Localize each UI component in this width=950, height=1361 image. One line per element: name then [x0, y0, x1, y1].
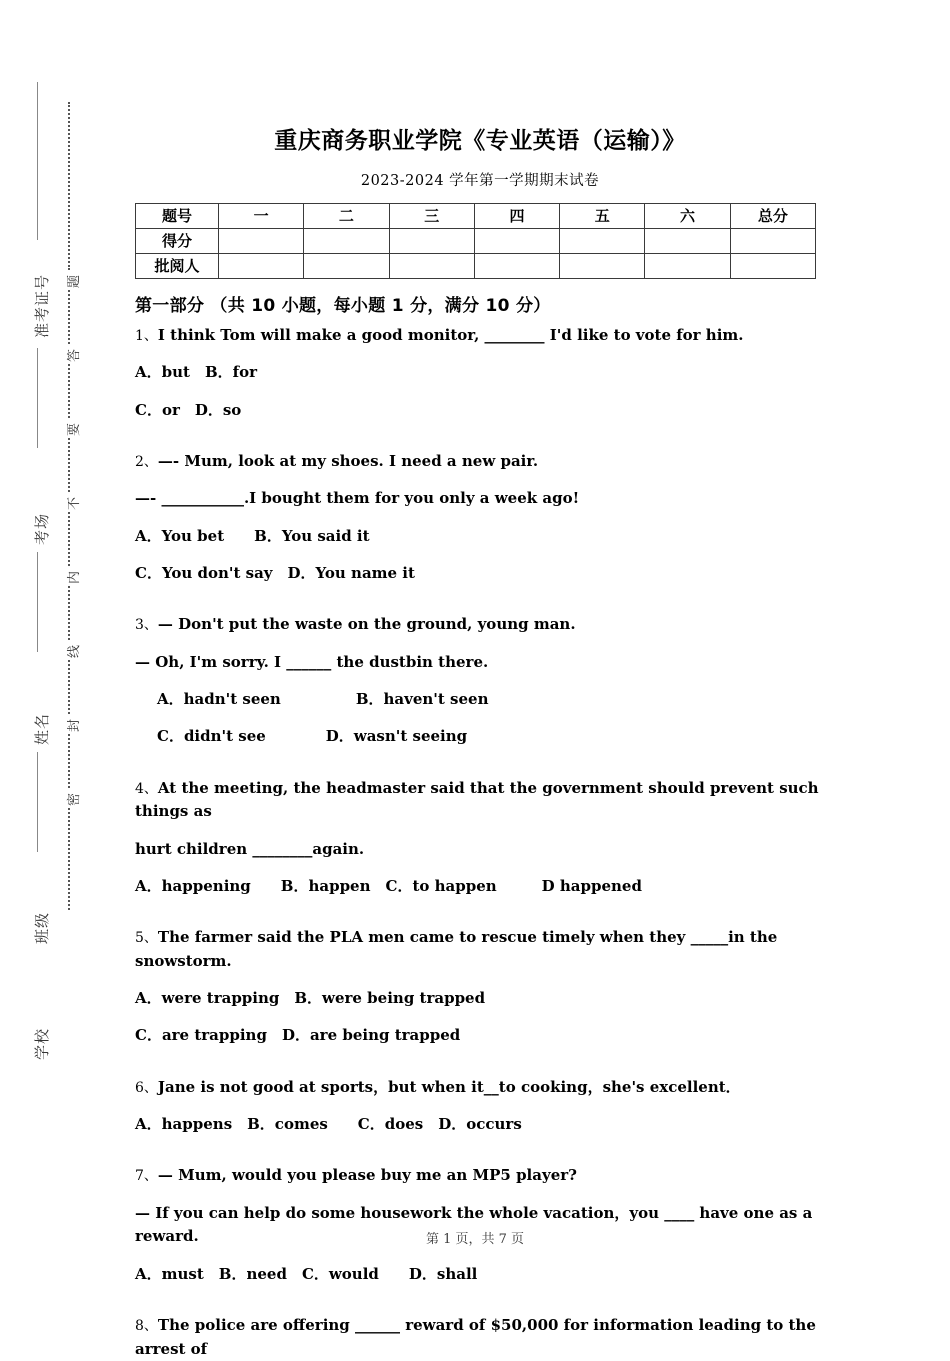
seal-dotted-rule-5 — [68, 512, 70, 566]
question-options-line[interactable]: C．didn't see D．wasn't seeing — [157, 727, 468, 746]
seal-dotted-rule-7 — [68, 660, 70, 714]
seal-dotted-rule-3 — [68, 364, 70, 418]
seal-solid-rule-4 — [37, 752, 38, 852]
seal-dotted-rule-1 — [68, 102, 70, 270]
question-options-line[interactable]: A．must B．need C．would D．shall — [135, 1264, 478, 1283]
grader-entry-cell[interactable] — [730, 253, 815, 278]
score-entry-cell[interactable] — [645, 228, 730, 253]
table-row — [136, 253, 816, 278]
question-item — [135, 613, 825, 748]
question-number: 4、 — [135, 780, 158, 797]
question-spacer — [135, 1136, 825, 1156]
question-number: 6、 — [135, 1079, 158, 1096]
score-table-cell: 四 — [474, 203, 559, 228]
question-stem — [135, 777, 825, 824]
section-heading: 第一部分 （共 10 小题，每小题 1 分，满分 10 分） — [135, 295, 551, 316]
grader-entry-cell[interactable] — [474, 253, 559, 278]
score-table-row-label: 题号 — [136, 203, 219, 228]
question-number: 5、 — [135, 930, 158, 947]
score-entry-cell[interactable] — [389, 228, 474, 253]
question-number: 2、 — [135, 453, 158, 470]
question-stem — [135, 926, 825, 973]
seal-dotted-rule-4 — [68, 438, 70, 492]
question-stem-text: Jane is not good at sports，but when it__to cooking，she's excellent． — [157, 1077, 741, 1096]
seal-char-bu: 不 — [67, 495, 82, 510]
score-table-cell: 六 — [645, 203, 730, 228]
seal-char-mi: 密 — [67, 791, 82, 806]
question-options-line[interactable]: A．hadn't seen B．haven't seen — [157, 690, 489, 709]
question-options-line[interactable]: A．but B．for — [135, 363, 257, 382]
seal-dotted-rule-6 — [68, 586, 70, 640]
question-spacer — [135, 422, 825, 442]
question-spacer — [135, 749, 825, 769]
page-title: 重庆商务职业学院《专业英语（运输）》 — [274, 128, 686, 154]
question-number: 8、 — [135, 1317, 158, 1334]
seal-solid-rule-1 — [37, 82, 38, 240]
question-number: 1、 — [135, 327, 158, 344]
seal-margin-area — [0, 0, 120, 1344]
question-stem — [135, 450, 825, 474]
grader-entry-cell[interactable] — [219, 253, 304, 278]
seal-char-nei: 内 — [67, 569, 82, 584]
question-stem-text: I think Tom will make a good monitor, ________ I'd like to vote for him. — [157, 325, 744, 344]
question-stem-text: — Mum, would you please buy me an MP5 player? — [157, 1166, 577, 1185]
question-stem-text: At the meeting, the headmaster said that the government should prevent such things as — [135, 778, 819, 821]
question-spacer — [135, 898, 825, 918]
score-table-cell: 五 — [560, 203, 645, 228]
seal-char-feng: 封 — [67, 717, 82, 732]
score-table-row-label: 批阅人 — [136, 253, 219, 278]
seal-field-exam-number: 准考证号 — [33, 273, 51, 338]
question-item — [135, 450, 825, 585]
seal-dotted-rule-8 — [68, 734, 70, 788]
question-spacer — [135, 585, 825, 605]
question-stem-continued: — Oh, I'm sorry. I ______ the dustbin there. — [135, 652, 489, 671]
exam-paper-body — [135, 0, 825, 1361]
grader-entry-cell[interactable] — [560, 253, 645, 278]
question-stem — [135, 1076, 825, 1100]
score-entry-cell[interactable] — [219, 228, 304, 253]
question-spacer — [135, 1286, 825, 1306]
seal-solid-rule-2 — [37, 348, 38, 448]
table-row — [136, 203, 816, 228]
score-entry-cell[interactable] — [304, 228, 389, 253]
question-options-line[interactable]: C．You don't say D．You name it — [135, 563, 415, 582]
table-row — [136, 228, 816, 253]
question-stem — [135, 1314, 825, 1361]
question-options-line[interactable]: A．You bet B．You said it — [135, 526, 370, 545]
question-options-line[interactable]: C．or D．so — [135, 400, 242, 419]
question-item — [135, 324, 825, 422]
seal-dotted-rule-9 — [68, 808, 70, 910]
score-entry-cell[interactable] — [730, 228, 815, 253]
seal-dotted-rule-2 — [68, 290, 70, 344]
paper-subtitle: 2023-2024 学年第一学期期末试卷 — [360, 172, 600, 189]
seal-char-ti: 题 — [67, 273, 82, 288]
grader-entry-cell[interactable] — [389, 253, 474, 278]
score-table-cell: 一 — [219, 203, 304, 228]
question-number: 7、 — [135, 1168, 158, 1185]
seal-field-name: 姓名 — [33, 712, 51, 745]
question-stem — [135, 1164, 825, 1188]
score-table — [135, 203, 816, 279]
question-item — [135, 1314, 825, 1361]
score-entry-cell[interactable] — [474, 228, 559, 253]
question-stem-continued: hurt children ________again. — [135, 839, 365, 858]
seal-field-exam-room: 考场 — [33, 512, 51, 545]
seal-solid-rule-3 — [37, 552, 38, 652]
seal-char-xian: 线 — [67, 643, 82, 658]
question-item — [135, 1164, 825, 1285]
question-item — [135, 777, 825, 898]
question-stem-text: The police are offering ______ reward of $50,000 for information leading to the arrest of — [135, 1315, 816, 1358]
seal-field-school: 学校 — [33, 1027, 51, 1060]
grader-entry-cell[interactable] — [304, 253, 389, 278]
question-options-line[interactable]: A．happening B．happen C．to happen D happened — [135, 876, 642, 895]
question-options-line[interactable]: A．were trapping B．were being trapped — [135, 989, 486, 1008]
question-stem-text: —- Mum, look at my shoes. I need a new pair. — [157, 451, 539, 470]
question-item — [135, 1076, 825, 1137]
grader-entry-cell[interactable] — [645, 253, 730, 278]
question-stem-continued: —- ___________.I bought them for you only a week ago! — [135, 489, 580, 508]
question-number: 3、 — [135, 617, 158, 634]
question-item — [135, 926, 825, 1047]
score-table-cell: 三 — [389, 203, 474, 228]
question-options-line[interactable]: C．are trapping D．are being trapped — [135, 1026, 461, 1045]
question-stem — [135, 613, 825, 637]
score-table-cell: 二 — [304, 203, 389, 228]
question-stem-text: The farmer said the PLA men came to rescue timely when they _____in the snowstorm. — [135, 928, 778, 970]
question-stem-continued: — If you can help do some housework the whole vacation，you ____ have one as a reward. — [135, 1204, 813, 1246]
seal-char-da: 答 — [67, 347, 82, 362]
seal-field-class: 班级 — [33, 911, 51, 944]
score-table-row-label: 得分 — [136, 228, 219, 253]
score-entry-cell[interactable] — [560, 228, 645, 253]
question-options-line[interactable]: A．happens B．comes C．does D．occurs — [135, 1115, 522, 1134]
score-table-cell: 总分 — [730, 203, 815, 228]
question-stem-text: — Don't put the waste on the ground, young man. — [157, 615, 576, 634]
question-spacer — [135, 1048, 825, 1068]
seal-char-yao: 要 — [67, 421, 82, 436]
page-footer: 第 1 页，共 7 页 — [425, 1232, 525, 1247]
question-stem — [135, 324, 825, 348]
